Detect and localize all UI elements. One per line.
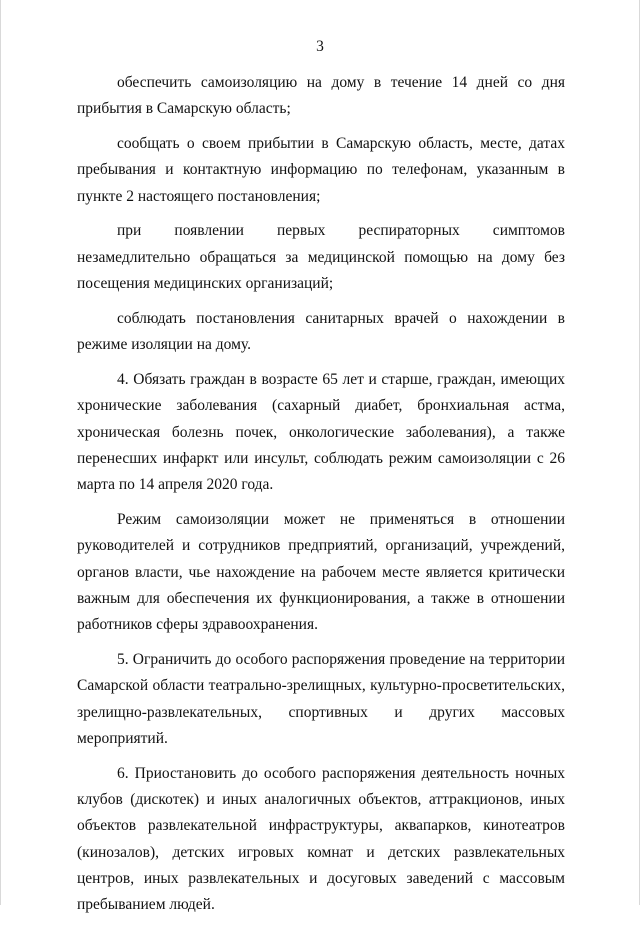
paragraph-item-5: 5. Ограничить до особого распоряжения проведение на территории Самарской области театрально-зрелищных, культурно-просветительских, зрелищно-развлекательных, спортивных и других массовых мероприятий. bbox=[77, 650, 565, 747]
paragraph-item-6: 6. Приостановить до особого распоряжения деятельность ночных клубов (дискотек) и иных аналогичных объектов, аттракционов, иных объектов развлекательной инфраструктуры, аквапарков, кинотеатров (кинозалов), детских игровых комнат и детских развлекательных центров, иных развлекательных и досуговых заведений с массовым пребыванием людей. bbox=[77, 764, 565, 914]
paragraph-sanitary-orders: соблюдать постановления санитарных врачей о нахождении в режиме изоляции на дому. bbox=[77, 309, 565, 354]
paragraph-isolation-exemption: Режим самоизоляции может не применяться в отношении руководителей и сотрудников предприятий, организаций, учреждений, органов власти, чье нахождение на рабочем месте является критически важным для обеспечения их функционирования, а также в отношении работников сферы здравоохранения. bbox=[77, 510, 565, 634]
document-body bbox=[77, 70, 565, 927]
paragraph-item-4: 4. Обязать граждан в возрасте 65 лет и старше, граждан, имеющих хронические заболевания (сахарный диабет, бронхиальная астма, хроническая болезнь почек, онкологические заболевания), а также перенесших инфаркт или инсульт, соблюдать режим самоизоляции с 26 марта по 14 апреля 2020 года. bbox=[77, 370, 565, 494]
paragraph-self-isolation: обеспечить самоизоляцию на дому в течение 14 дней со дня прибытия в Самарскую область; bbox=[77, 74, 565, 118]
paragraph-report-arrival: сообщать о своем прибытии в Самарскую область, месте, датах пребывания и контактную информацию по телефонам, указанным в пункте 2 настоящего постановления; bbox=[77, 135, 565, 205]
paragraph-symptoms: при появлении первых респираторных симптомов незамедлительно обращаться за медицинской помощью на дому без посещения медицинских организаций; bbox=[77, 222, 565, 293]
page-number: 3 bbox=[316, 38, 324, 55]
